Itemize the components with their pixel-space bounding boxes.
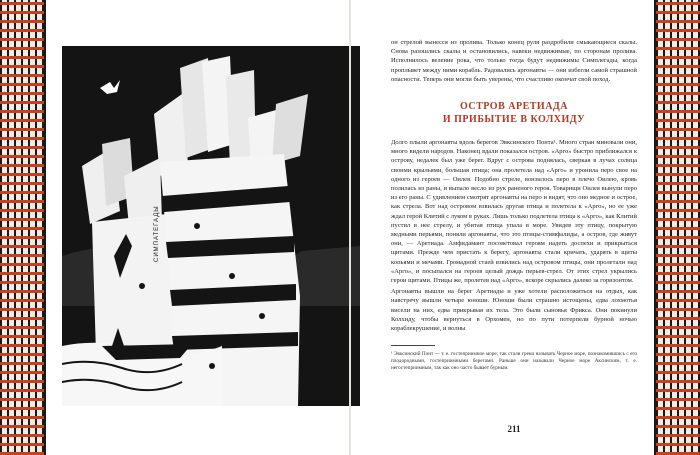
paragraph-2: Аргонавты вышли на берег Аретиады и уже хотели расположиться на отдых, как навстречу вышли четыре юноши. Юноши были страшно истощены, едва лохмотья висели на них, едва прикрывая их тела. Это были сыновья Фрикса. Они покинули Колхиду, чтобы вернуться в Орхомен, но по пути потерпели бурной ночью кораблекрушение, и волны — [391, 288, 637, 333]
intro-paragraph: он стрелой вынесся из пролива. Только конец руля раздробили смыкающиеся скалы. Снова разошлись скалы и остановились, навеки недвижимые, по сторонам пролива. Исполнилось веление рока, что только тогда будут недвижимы Симплегады, когда проплывет между ними корабль. Радовались аргонавты — они избегли самой страшной опасности. Теперь они могли быть уверены, что счастливо окончат свой поход. — [391, 39, 637, 83]
page-number: 211 — [507, 424, 521, 434]
ornamental-border-left — [0, 0, 44, 455]
page-gutter — [349, 0, 351, 455]
ornamental-border-right — [656, 0, 700, 455]
ship-icon — [102, 344, 192, 360]
footnote: ¹ Эвксинский Понт — т. е. гостеприимное море; так стали греки называть Черное море, познакомившись с его плодородными, гостеприимными берегами. Раньше они называли Черное море Аксинским, т. е. негостеприимным, так как оно часто бывает бурным. — [391, 351, 637, 372]
section-title — [391, 100, 637, 126]
footnote-rule — [391, 345, 435, 346]
section-title-line-1: ОСТРОВ АРЕТИАДА — [459, 101, 569, 113]
illustration-signature: СИМПАТЕГАДЫ — [154, 205, 160, 262]
text-page — [391, 38, 637, 448]
section-title-line-2: И ПРИБЫТИЕ В КОЛХИДУ — [442, 114, 586, 126]
symplegades-illustration — [62, 46, 360, 406]
border-line-left — [44, 0, 46, 455]
illustration-drawing — [62, 46, 360, 406]
paragraph-1: Долго плыли аргонавты вдоль берегов Эвксинского Понта¹. Много стран миновали они, много видели народов. Наконец вдали показался остров. «Арго» быстро приближался к острову, недалек был уже берег. Вдруг с острова поднялась, сверкая в лучах солнца своими крыльями, большая птица; она пролетела над «Арго» и уронила перо свое на одного из героев — Оилея. Подобно стреле, вонзилось перо в плечо Оилею, кровь полилась из раны, и выпало весло из рук раненого героя. Товарищи Оилея вынули перо из его раны. С удивлением смотрят аргонавты на перо и видят, что оно медное и острое, как стрела. Вот над островом взвилась другая птица и полетела к «Арго», но ее уже ждал герой Клитий с луком в руках. Лишь только подлетела птица к «Арго», как Клитий пустил в нее стрелу, и убитая птица упала в море. Увидев эту птицу, покрытую медными перьями, поняли аргонавты, что это птицы-стимфалиды, а остров, где живут они, — Аретиада. Амфидамант посоветовал героям надеть доспехи и прикрыться щитами. Прежде чем пристать к берегу, аргонавты стали кричать, ударять в щиты копьями и мечами. Громадной стаей взвились над островом птицы, они пролетали над «Арго», и посыпался на героев целый дождь перьев-стрел. От этих стрел укрылись герои щитами. Птицы же, пролетев над «Арго», вскоре скрылись далеко за горизонтом. — [391, 139, 637, 285]
